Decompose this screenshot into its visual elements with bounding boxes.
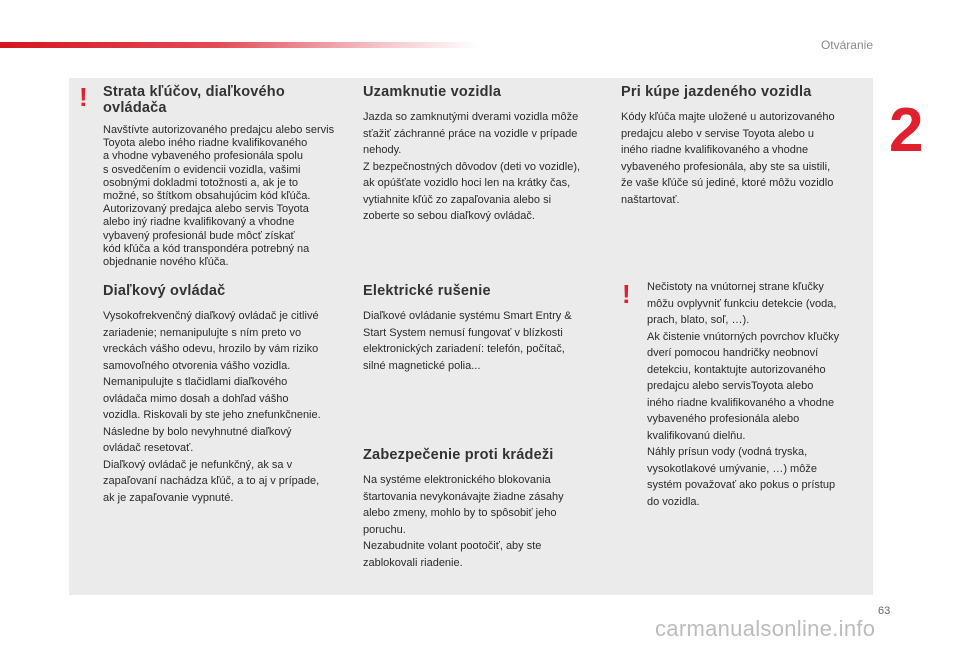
section-header-title: Otváranie [820,38,873,52]
section-body: Nečistoty na vnútornej strane kľučky môžu ovplyvniť funkciu detekcie (voda, prach, blato, soľ, …). Ak čistenie vnútorných povrchov kľučky dverí pomocou handričky neobnoví detekciu, kontaktujte autorizovaného predajcu alebo servisToyota alebo iného riadne kvalifikovaného a vhodne vybaveného profesionála alebo kvalifikovanú dielňu. Náhly prísun vody (vodná tryska, vysokotlakové umývanie, …) môže systém považovať ako pokus o prístup do vozidla. [647,281,840,508]
section-body: Vysokofrekvenčný diaľkový ovládač je citlivé zariadenie; nemanipulujte s ním preto vo vreckách vášho odevu, hrozilo by vám riziko samovoľného otvorenia vášho vozidla. Nemanipulujte s tlačidlami diaľkového ovládača mimo dosah a dohľad vášho vozidla. Riskovali by ste jeho znefunkčnenie. Následne by bolo nevyhnutné diaľkový ovládač resetovať. Diaľkový ovládač je nefunkčný, ak sa v zapaľovaní nachádza kľúč, a to aj v prípade, ak je zapaľovanie vypnuté. [103,310,321,504]
section-title: Diaľkový ovládač [103,283,226,299]
section-body: Na systéme elektronického blokovania štartovania nevykonávajte žiadne zásahy alebo zmeny, mohlo by to spôsobiť jeho poruchu. Nezabudnite volant pootočiť, aby ste zablokovali riadenie. [363,474,564,569]
warning-icon: ! [79,82,88,112]
page-number: 63 [878,605,891,617]
section-lost-keys [103,84,343,269]
section-remote-control [103,283,343,506]
section-handle-dirt [647,279,867,510]
section-locking [363,84,603,225]
chapter-number: 2 [889,96,924,165]
section-used-car [621,84,861,208]
section-body: Jazda so zamknutými dverami vozidla môže sťažiť záchranné práce na vozidle v prípade nehody. Z bezpečnostných dôvodov (deti vo vozidle), ak opúšťate vozidlo hoci len na krátky čas, vytiahnite kľúč zo zapaľovania alebo si zoberte so sebou diaľkový ovládač. [363,111,581,222]
warning-icon: ! [622,279,631,309]
section-antitheft [363,447,603,571]
section-body: Kódy kľúča majte uložené u autorizovaného predajcu alebo v servise Toyota alebo u iného riadne kvalifikovaného a vhodne vybaveného profesionála, aby ste sa uistili, že vaše kľúče sú jediné, ktoré môžu vozidlo naštartovať. [621,111,835,206]
watermark: carmanualsonline.info [655,616,876,641]
section-body: Diaľkové ovládanie systému Smart Entry & Start System nemusí fungovať v blízkosti elektronických zariadení: telefón, počítač, silné magnetické polia... [363,310,572,372]
section-title: Zabezpečenie proti krádeži [363,447,554,463]
section-title: Uzamknutie vozidla [363,84,502,100]
section-title: Strata kľúčov, diaľkového ovládača [103,84,285,116]
section-title: Pri kúpe jazdeného vozidla [621,84,812,100]
section-body: Navštívte autorizovaného predajcu alebo servis Toyota alebo iného riadne kvalifikovaného a vhodne vybaveného profesionála spolu s osvedčením o evidencii vozidla, vašimi osobnými dokladmi totožnosti a, ak je to možné, so štítkom obsahujúcim kód kľúča. Autorizovaný predajca alebo servis Toyota alebo iný riadne kvalifikovaný a vhodne vybavený profesionál bude môcť získať kód kľúča a kód transpondéra potrebný na objednanie nového kľúča. [103,124,335,269]
header-accent-bar [0,42,480,48]
section-electrical-interference [363,283,603,374]
section-title: Elektrické rušenie [363,283,491,299]
